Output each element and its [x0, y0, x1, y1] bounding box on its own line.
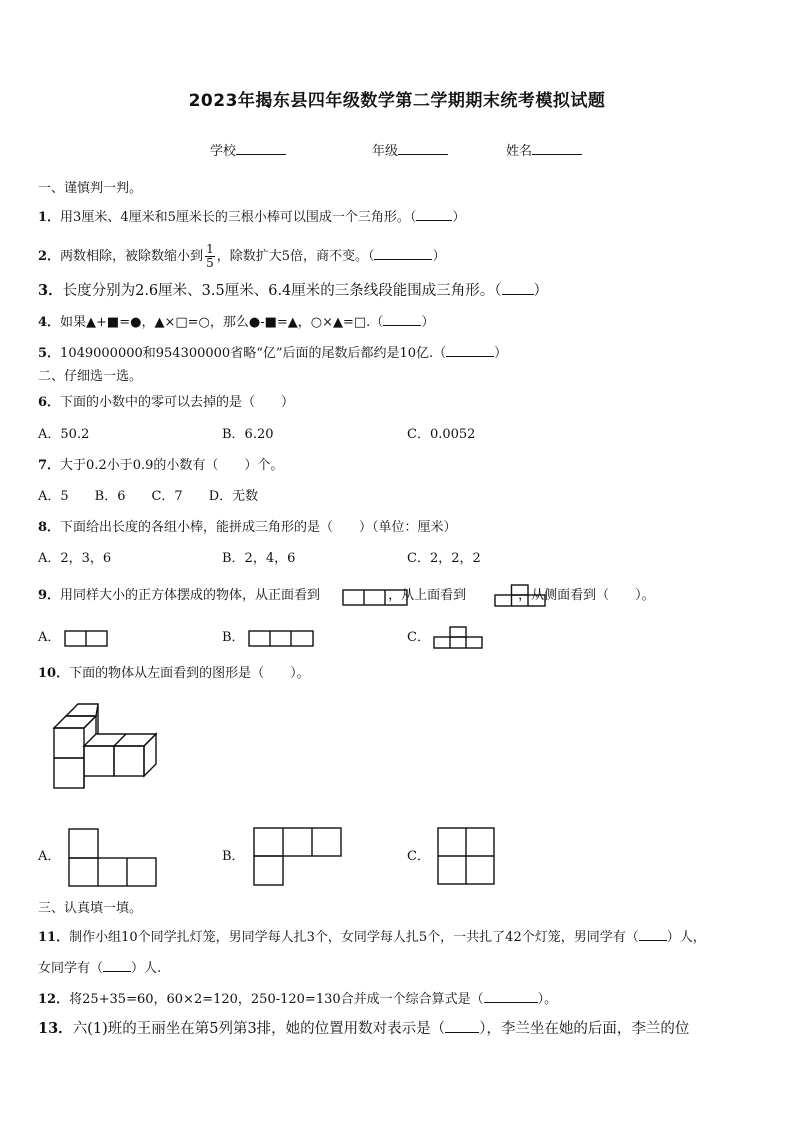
option-8b[interactable]: B．2，4，6	[222, 551, 296, 566]
answer-blank-12[interactable]	[484, 988, 538, 1003]
grade-label: 年级	[372, 144, 399, 159]
school-label: 学校	[210, 144, 237, 159]
question-8: 8．下面给出长度的各组小棒，能拼成三角形的是（ ）（单位：厘米）	[38, 520, 457, 535]
option-9b[interactable]: B．	[222, 630, 245, 645]
question-13: 13．六(1)班的王丽坐在第5列第3排，她的位置用数对表示是（ ），李兰坐在她的后面，李兰的位	[38, 1020, 690, 1037]
question-5: 5．1049000000和954300000省略“亿”后面的尾数后都约是10亿.（ ）	[38, 342, 507, 363]
grade-blank[interactable]	[398, 140, 448, 155]
page-title: 2023年揭东县四年级数学第二学期期末统考模拟试题	[188, 91, 606, 111]
section-heading-judge: 一、谨慎判一判。	[38, 181, 143, 196]
cube-back-top-face	[66, 704, 98, 716]
question-9: 9．用同样大小的正方体摆成的物体，从正面看到 ，从上面看到 ，从侧面看到（ ）。	[38, 588, 655, 603]
question-11-cont: 女同学有（ ）人.	[38, 957, 161, 978]
front-view-figure	[342, 589, 410, 607]
top-view-figure	[494, 584, 548, 608]
option-9a-figure	[64, 630, 110, 648]
front-square-1	[343, 590, 407, 605]
answer-blank-2[interactable]	[374, 245, 432, 260]
question-3: 3．长度分别为2.6厘米、3.5厘米、6.4厘米的三条线段能围成三角形。（ ）	[38, 282, 549, 299]
option-9c-top	[450, 627, 466, 637]
name-field	[506, 140, 582, 159]
cube-right-top-divider	[114, 734, 126, 746]
answer-blank-1[interactable]	[416, 206, 452, 221]
cube-right-side-face	[144, 734, 156, 776]
option-6c[interactable]: C．0.0052	[407, 427, 476, 442]
option-9b-rect	[249, 631, 313, 646]
option-10b-top-row	[254, 828, 341, 856]
cube-front-top-left	[54, 728, 84, 758]
question-7: 7．大于0.2小于0.9的小数有（ ）个。	[38, 458, 284, 473]
option-9c-base	[434, 637, 482, 648]
question-1: 1．用3厘米、4厘米和5厘米长的三根小棒可以围成一个三角形。（ ）	[38, 206, 465, 227]
answer-blank-13[interactable]	[445, 1018, 479, 1033]
option-6b[interactable]: B．6.20	[222, 427, 274, 442]
cube-front-bottom-left	[54, 758, 84, 788]
name-blank[interactable]	[532, 140, 582, 155]
answer-blank-3[interactable]	[502, 280, 534, 295]
answer-blank-5[interactable]	[446, 342, 494, 357]
option-10c-figure	[437, 827, 499, 887]
answer-blank-4[interactable]	[383, 311, 421, 326]
name-label: 姓名	[506, 144, 533, 159]
question-10: 10．下面的物体从左面看到的图形是（ ）。	[38, 666, 310, 681]
option-6a[interactable]: A．50.2	[38, 427, 90, 442]
top-upper-square	[512, 585, 529, 595]
option-10a-bottom-row	[69, 858, 156, 886]
school-blank[interactable]	[236, 140, 286, 155]
option-8c[interactable]: C．2，2，2	[407, 551, 481, 566]
option-9c[interactable]: C．	[407, 630, 430, 645]
fraction-one-fifth: $\frac{1}{5}$	[206, 242, 214, 270]
option-9b-figure	[248, 630, 316, 648]
question-4: 4．如果▲+■=●，▲×□=○，那么●-■=▲，○×▲=□.（ ）	[38, 311, 434, 332]
top-base-row	[495, 595, 545, 606]
question-11: 11．制作小组10个同学扎灯笼，男同学每人扎3个，女同学每人扎5个，一共扎了42个灯笼，男同学有（ ）人，	[38, 926, 706, 947]
cube-side-edge-1	[84, 716, 96, 728]
question-2: 2．两数相除，被除数缩小到 $\frac{1}{5}$ ，除数扩大5倍，商不变。（ ）	[38, 242, 446, 270]
school-field	[210, 140, 286, 159]
section-heading-choose: 二、仔细选一选。	[38, 369, 143, 384]
option-10b-bottom-square	[254, 856, 283, 885]
option-10c[interactable]: C．	[407, 849, 430, 864]
option-10a[interactable]: A．	[38, 849, 61, 864]
option-9a[interactable]: A．	[38, 630, 61, 645]
cube-right-2	[114, 746, 144, 776]
section-heading-fill: 三、认真填一填。	[38, 901, 143, 916]
option-9c-figure	[433, 626, 485, 650]
answer-blank-11b[interactable]	[103, 957, 131, 972]
option-10a-figure	[68, 828, 160, 888]
question-12: 12．将25+35=60，60×2=120，250-120=130合并成一个综合算式是（ ）。	[38, 988, 557, 1009]
grade-field	[372, 140, 448, 159]
options-7[interactable]: A．5 B．6 C．7 D．无数	[38, 489, 259, 504]
option-10b-figure	[253, 827, 345, 887]
cube-right-1	[84, 746, 114, 776]
answer-blank-11a[interactable]	[639, 926, 667, 941]
question-6: 6．下面的小数中的零可以去掉的是（ ）	[38, 395, 295, 410]
cube-stack-figure	[52, 700, 164, 792]
option-10a-top-square	[69, 829, 98, 858]
option-8a[interactable]: A．2，3，6	[38, 551, 112, 566]
option-10b[interactable]: B．	[222, 849, 245, 864]
